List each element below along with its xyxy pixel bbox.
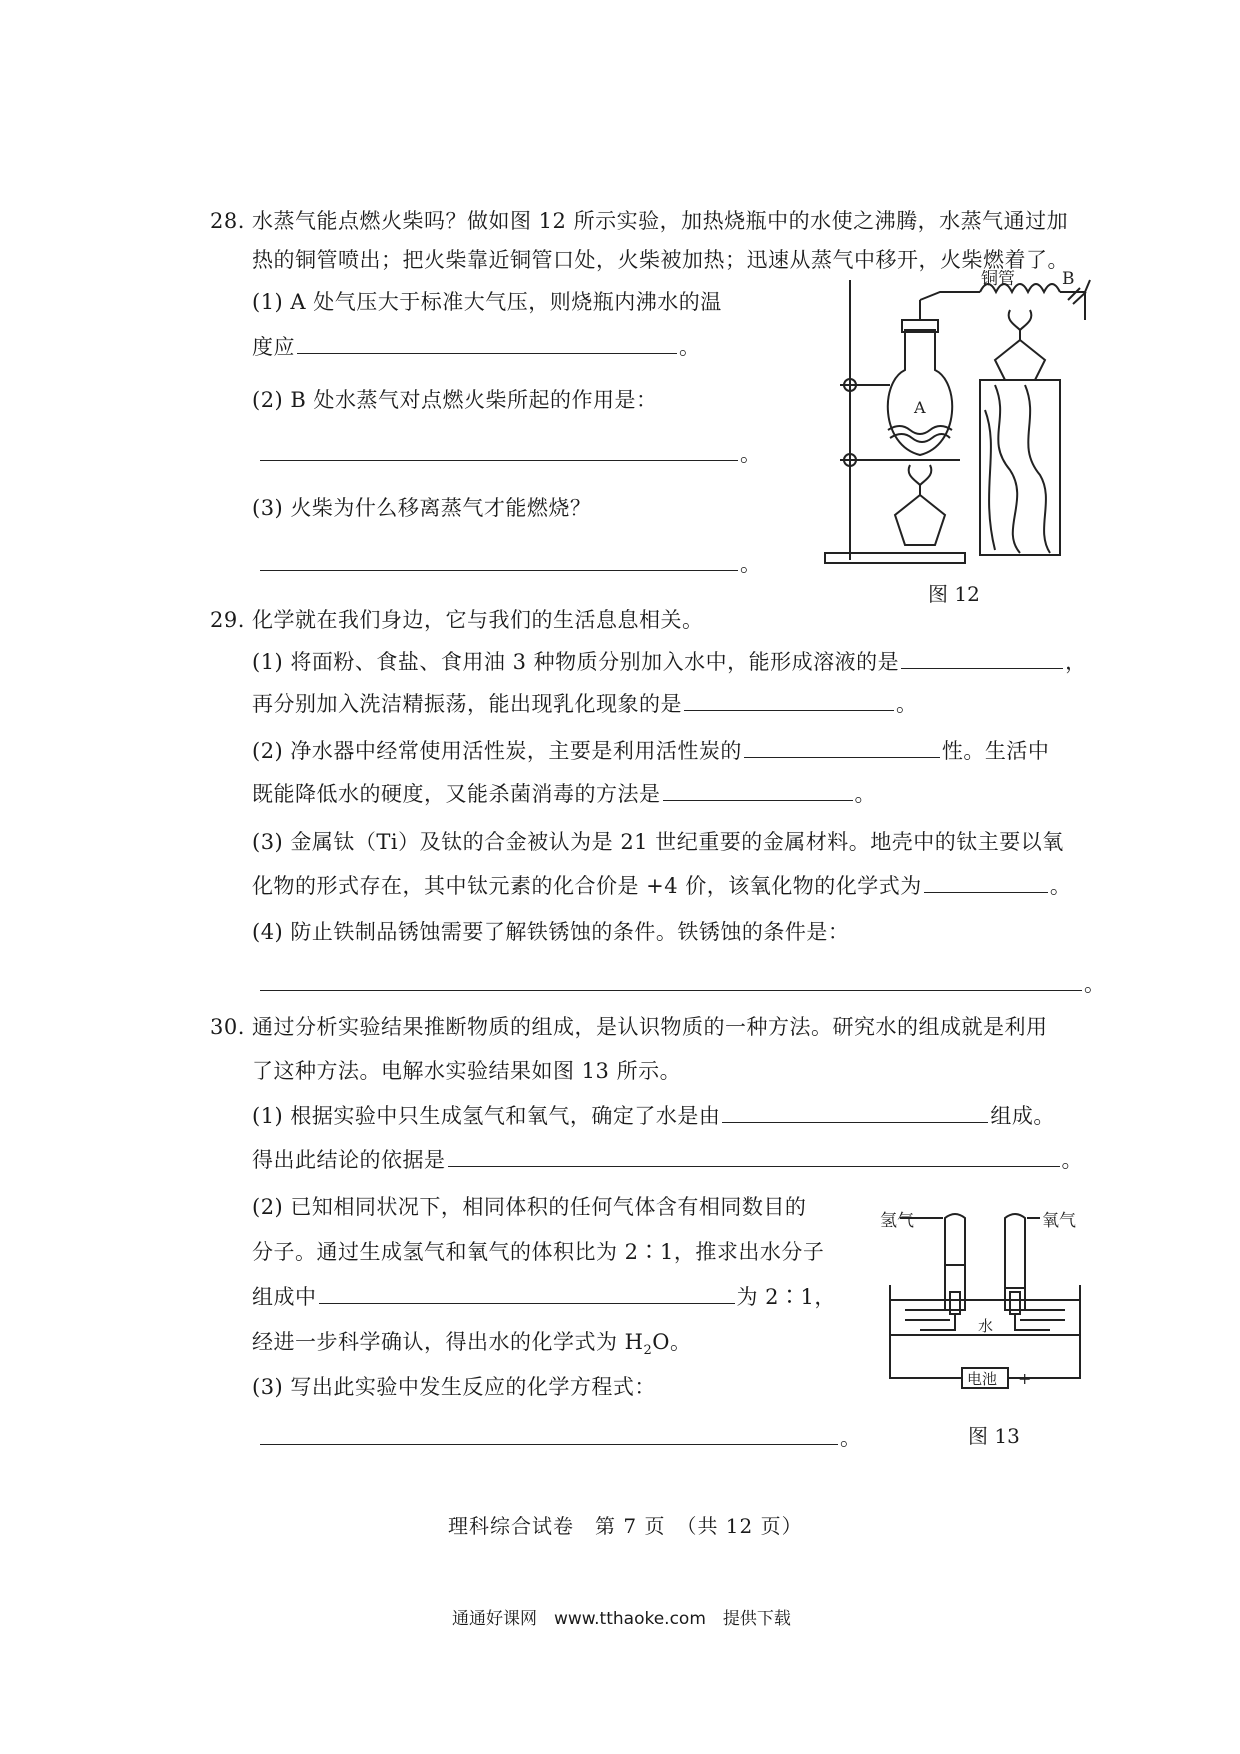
q30-part1-composition-blank[interactable] — [722, 1102, 988, 1123]
q28-part2-answer-blank[interactable] — [260, 440, 738, 461]
q30-number: 30. — [210, 1015, 245, 1039]
q29-stem: 29. 化学就在我们身边，它与我们的生活息息相关。 — [210, 608, 704, 632]
wooden-block — [980, 380, 1060, 555]
q30-part2-line3: 组成中 为 2∶1， — [252, 1285, 836, 1309]
q30-part1-basis-blank[interactable] — [448, 1146, 1060, 1167]
q28-part3-question: (3) 火柴为什么移离蒸气才能燃烧？ — [252, 496, 592, 520]
figure-13-caption: 图 13 — [968, 1424, 1020, 1448]
oxygen-test-tube — [1005, 1214, 1025, 1310]
label-point-b: B — [1062, 270, 1075, 289]
q29-part3-line2: 化物的形式存在，其中钛元素的化合价是 +4 价，该氧化物的化学式为 。 — [252, 874, 1072, 898]
q30-part2-ratio-blank[interactable] — [319, 1283, 735, 1304]
q30-stem-line2: 了这种方法。电解水实验结果如图 13 所示。 — [252, 1059, 682, 1083]
q28-stem-line2: 热的铜管喷出；把火柴靠近铜管口处，火柴被加热；迅速从蒸气中移开，火柴燃着了。 — [252, 248, 1069, 272]
label-positive-terminal: + — [1018, 1369, 1032, 1388]
label-water: 水 — [978, 1317, 994, 1335]
q30-part2-line1: (2) 已知相同状况下，相同体积的任何气体含有相同数目的 — [252, 1195, 807, 1219]
figure-13-electrolysis-apparatus — [880, 1210, 1090, 1400]
q28-number: 28. — [210, 209, 245, 233]
q29-part2-line1: (2) 净水器中经常使用活性炭，主要是利用活性炭的 性。生活中 — [252, 739, 1050, 763]
q29-part1-line1: (1) 将面粉、食盐、食用油 3 种物质分别加入水中，能形成溶液的是 ， — [252, 650, 1087, 674]
q29-part4-answer-line: 。 — [258, 970, 1106, 998]
q29-part4-question: (4) 防止铁制品锈蚀需要了解铁锈蚀的条件。铁锈蚀的条件是： — [252, 920, 850, 944]
q29-part3-formula-blank[interactable] — [924, 872, 1048, 893]
page-footer: 理科综合试卷 第 7 页 （共 12 页） — [448, 1514, 803, 1538]
q30-stem-line1: 30. 通过分析实验结果推断物质的组成，是认识物质的一种方法。研究水的组成就是利用 — [210, 1015, 1048, 1039]
q30-part2-line4: 经进一步科学确认，得出水的化学式为 $H_2O$。 — [252, 1330, 692, 1359]
q29-number: 29. — [210, 608, 245, 632]
alcohol-lamp-2 — [995, 330, 1045, 380]
q30-part1-line2: 得出此结论的依据是 。 — [252, 1148, 1083, 1172]
q30-part3-answer-line: 。 — [258, 1424, 862, 1452]
hydrogen-test-tube — [945, 1214, 965, 1310]
q29-part4-answer-blank[interactable] — [260, 970, 1082, 991]
label-hydrogen: 氢气 — [880, 1211, 914, 1231]
q28-stem-line1: 28. 水蒸气能点燃火柴吗？做如图 12 所示实验，加热烧瓶中的水使之沸腾，水蒸气通过加 — [210, 209, 1069, 233]
q28-part2-answer-line: 。 — [258, 440, 762, 468]
q28-part3-answer-blank[interactable] — [260, 550, 738, 571]
label-oxygen: 氧气 — [1042, 1211, 1076, 1231]
q30-part3-question: (3) 写出此实验中发生反应的化学方程式： — [252, 1375, 656, 1399]
q29-part2-line2: 既能降低水的硬度，又能杀菌消毒的方法是 。 — [252, 782, 876, 806]
label-negative-terminal: － — [940, 1369, 957, 1388]
download-credit: 通通好课网 www.tthaoke.com 提供下载 — [452, 1609, 791, 1629]
q29-part2-method-blank[interactable] — [663, 780, 853, 801]
retort-stand-base — [825, 553, 965, 563]
q29-part1-emulsion-blank[interactable] — [684, 690, 894, 711]
q28-part1-line1: (1) A 处气压大于标准大气压，则烧瓶内沸水的温 — [252, 290, 722, 314]
q28-part2-question: (2) B 处水蒸气对点燃火柴所起的作用是： — [252, 388, 658, 412]
label-battery: 电池 — [967, 1370, 998, 1388]
q30-part2-line2: 分子。通过生成氢气和氧气的体积比为 2∶1，推求出水分子 — [252, 1240, 825, 1264]
q29-part3-line1: (3) 金属钛（Ti）及钛的合金被认为是 21 世纪重要的金属材料。地壳中的钛主要以氧 — [252, 830, 1064, 854]
q28-part3-answer-line: 。 — [258, 550, 762, 578]
alcohol-lamp-1 — [895, 485, 945, 545]
label-point-a: A — [914, 398, 926, 417]
q29-part1-line2: 再分别加入洗洁精振荡，能出现乳化现象的是 。 — [252, 692, 918, 716]
label-copper-tube: 铜管 — [981, 270, 1015, 289]
q30-part1-line1: (1) 根据实验中只生成氢气和氧气，确定了水是由 组成。 — [252, 1104, 1055, 1128]
q29-part1-solution-blank[interactable] — [901, 648, 1063, 669]
figure-12-caption: 图 12 — [928, 582, 980, 606]
figure-12-steam-apparatus — [810, 270, 1110, 570]
q28-part1-answer-blank[interactable] — [297, 333, 677, 354]
round-bottom-flask — [888, 330, 952, 455]
q29-part2-property-blank[interactable] — [744, 737, 940, 758]
q30-part3-equation-blank[interactable] — [260, 1424, 838, 1445]
q28-part1-line2: 度应 。 — [252, 335, 701, 359]
